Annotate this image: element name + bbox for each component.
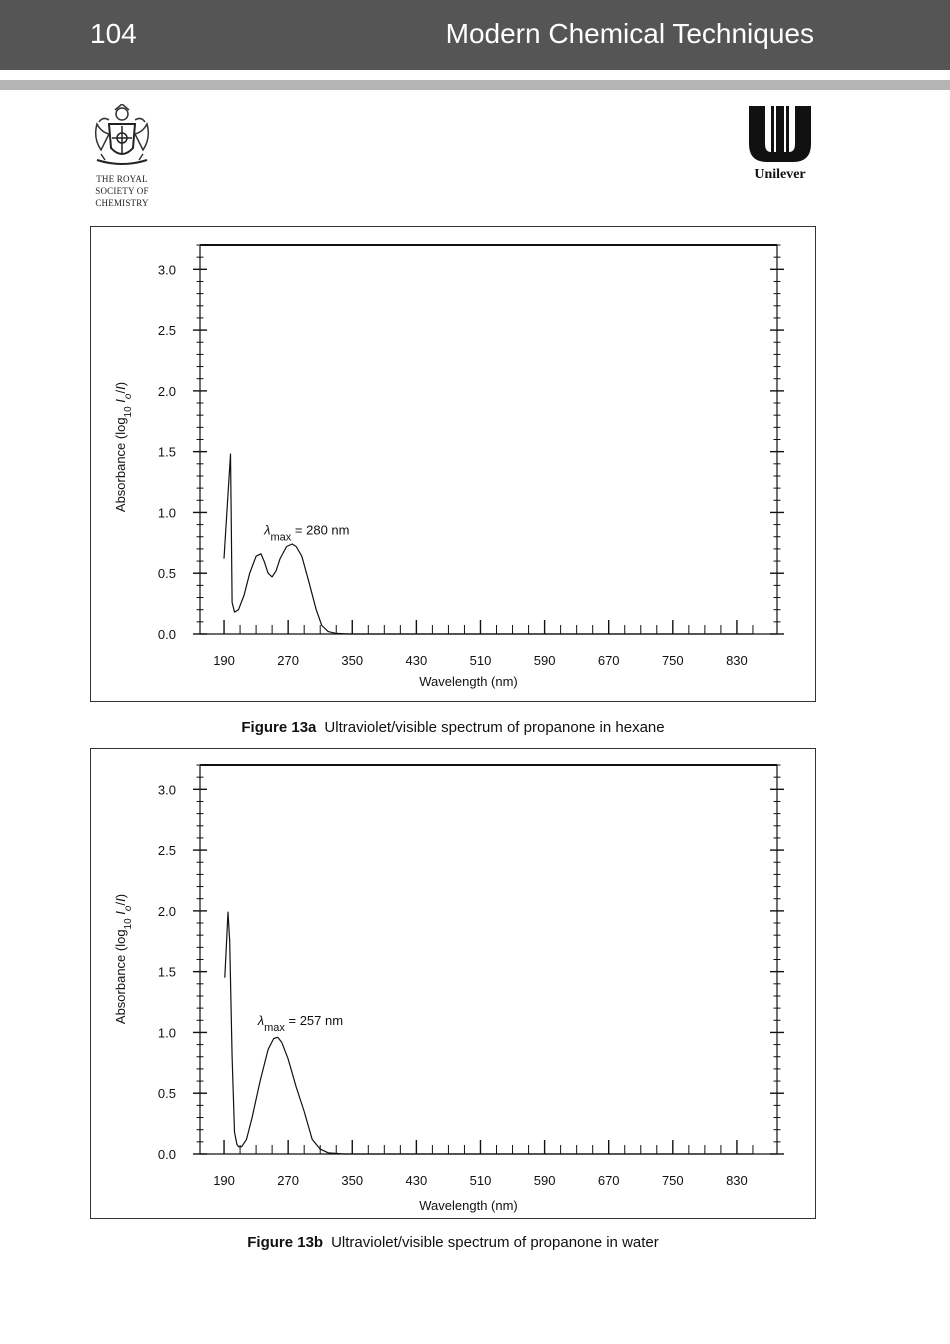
y-tick-label: 0.5 [157, 566, 176, 582]
x-axis-label: Wavelength (nm) [419, 1198, 518, 1213]
y-tick-label: 2.0 [157, 383, 176, 399]
x-tick-label: 350 [341, 1173, 364, 1188]
spectrum-line [224, 454, 753, 634]
x-tick-label: 430 [405, 1173, 428, 1188]
x-tick-label: 830 [726, 1173, 748, 1188]
x-tick-label: 270 [277, 1173, 300, 1188]
x-tick-label: 750 [661, 653, 684, 668]
rsc-crest-icon [91, 104, 153, 168]
y-tick-label: 1.0 [157, 1025, 176, 1041]
page-number: 104 [90, 18, 137, 49]
unilever-wordmark: Unilever [754, 167, 806, 182]
y-tick-label: 1.0 [157, 505, 176, 521]
x-tick-label: 750 [661, 1173, 684, 1188]
y-tick-label: 0.0 [157, 1147, 176, 1162]
y-tick-label: 0.5 [157, 1086, 176, 1102]
lambda-max-annotation: $\lambda_{max} = 257$ nm [257, 1013, 344, 1035]
unilever-logo [744, 104, 816, 183]
y-tick-label: 1.5 [157, 444, 176, 460]
page-header [0, 0, 950, 70]
figure-caption-text: Ultraviolet/visible spectrum of propanone in hexane [324, 719, 665, 736]
x-tick-label: 430 [405, 653, 428, 668]
book-title: Modern Chemical Techniques [445, 18, 814, 49]
x-tick-label: 510 [469, 1173, 492, 1188]
x-tick-label: 190 [213, 1173, 235, 1188]
y-tick-label: 3.0 [157, 262, 176, 278]
x-tick-label: 590 [533, 653, 556, 668]
chart-13a [91, 227, 815, 701]
x-tick-label: 270 [277, 653, 300, 668]
y-tick-label: 2.0 [157, 903, 176, 919]
spectrum-line [225, 912, 753, 1154]
y-tick-label: 2.5 [157, 323, 176, 339]
x-tick-label: 510 [469, 653, 492, 668]
x-axis-label: Wavelength (nm) [419, 674, 518, 689]
rsc-text-line: THE ROYAL [96, 174, 148, 184]
y-tick-label: 2.5 [157, 843, 176, 859]
x-tick-label: 590 [533, 1173, 556, 1188]
figure-label: Figure 13a [241, 719, 317, 736]
lambda-max-annotation: $\lambda_{max} = 280$ nm [264, 522, 350, 544]
x-tick-label: 350 [341, 653, 364, 668]
rsc-text-line: CHEMISTRY [95, 198, 149, 208]
figure-label: Figure 13b [247, 1234, 324, 1251]
y-tick-label: 1.5 [157, 964, 176, 980]
rsc-text-line: SOCIETY OF [95, 186, 149, 196]
x-tick-label: 830 [726, 653, 748, 668]
y-axis-label: Absorbance ($\log_{10}$ $I_o/I$) [113, 893, 134, 1025]
rsc-logo [84, 104, 160, 209]
x-tick-label: 670 [597, 1173, 620, 1188]
x-tick-label: 670 [597, 653, 620, 668]
x-tick-label: 190 [213, 653, 235, 668]
figure-13b-frame [90, 748, 816, 1219]
unilever-mark-icon [747, 104, 813, 164]
figure-13b-caption [90, 1234, 816, 1251]
header-rule [0, 80, 950, 90]
y-tick-label: 3.0 [157, 782, 176, 798]
y-axis-label: Absorbance ($\log_{10}$ $I_o/I$) [113, 381, 134, 513]
chart-13b [91, 749, 815, 1218]
figure-13a-caption [90, 719, 816, 736]
y-tick-label: 0.0 [157, 627, 176, 642]
figure-caption-text: Ultraviolet/visible spectrum of propanone in water [331, 1234, 659, 1251]
figure-13a-frame [90, 226, 816, 702]
